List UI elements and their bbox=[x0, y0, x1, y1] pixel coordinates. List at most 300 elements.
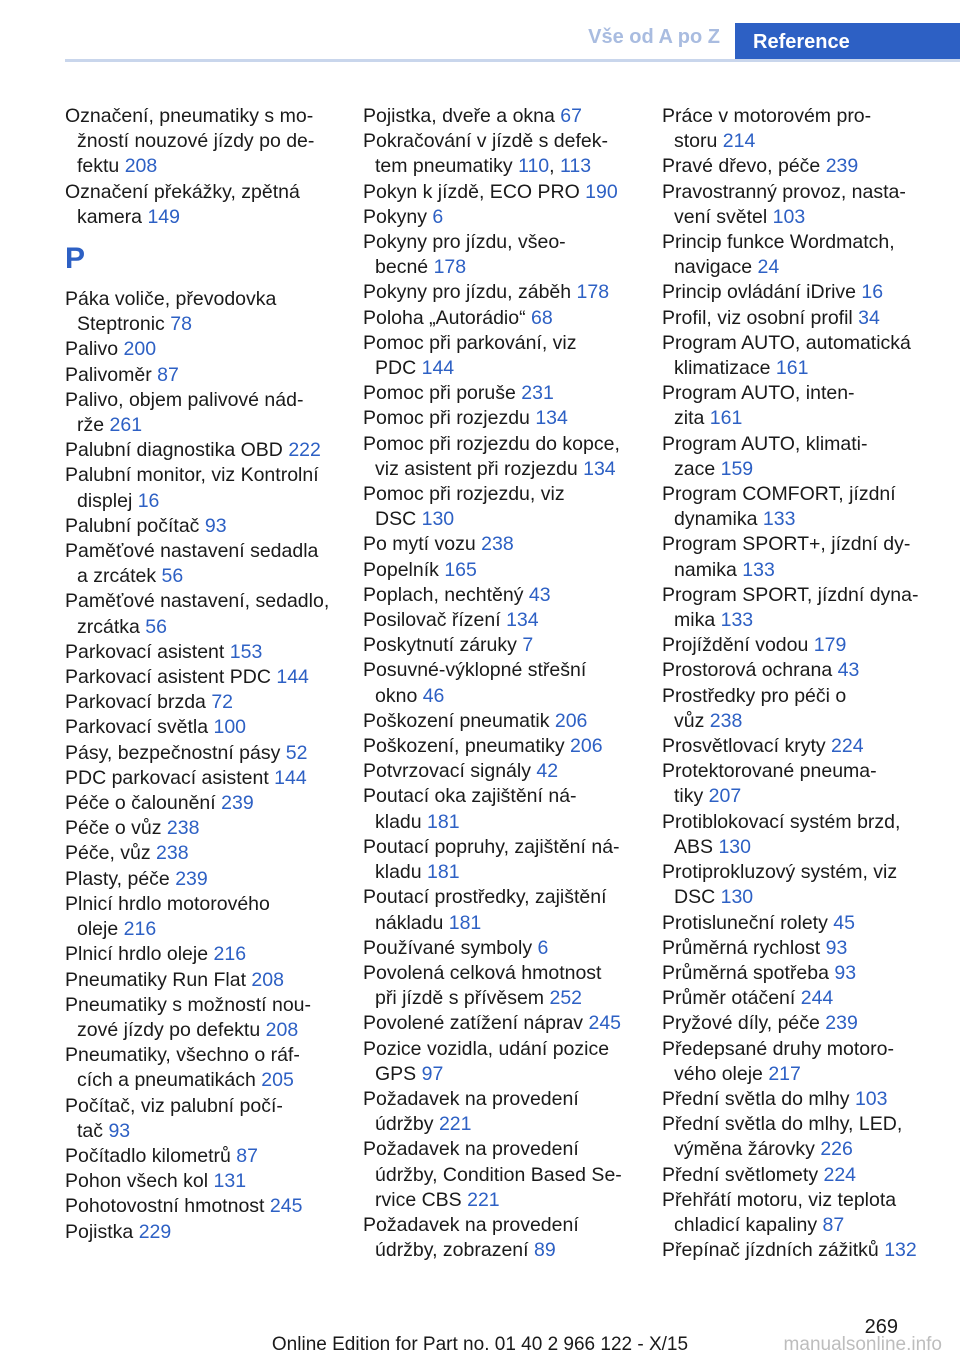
entry-text: Pokračování v jízdě s defek- bbox=[363, 130, 608, 153]
entry-text: zrcátka bbox=[77, 615, 146, 638]
entry-text: Protisluneční rolety bbox=[662, 911, 834, 934]
entry-text: Průměrná spotřeba bbox=[662, 961, 835, 984]
entry-text: Označení, pneumatiky s mo- bbox=[65, 105, 314, 127]
entry-text: Protiprokluzový systém, viz bbox=[662, 861, 898, 884]
entry-text: ABS bbox=[674, 835, 719, 858]
index-column-2 bbox=[363, 104, 633, 1263]
entry-text: Protiblokovací systém brzd, bbox=[662, 810, 901, 833]
index-entry bbox=[65, 892, 335, 942]
entry-text: Pokyn k jízdě, ECO PRO bbox=[363, 180, 586, 203]
entry-text: Přední světla do mlhy, LED, bbox=[662, 1113, 903, 1136]
index-entry bbox=[363, 406, 633, 431]
page-link[interactable]: 103 bbox=[772, 205, 806, 228]
page-link[interactable]: 93 bbox=[825, 936, 848, 959]
page-link[interactable]: 208 bbox=[124, 155, 158, 178]
entry-text: Poskytnutí záruky bbox=[363, 634, 523, 657]
entry-text: PDC bbox=[375, 357, 422, 380]
entry-text: klimatizace bbox=[674, 357, 776, 380]
page-link[interactable]: 206 bbox=[554, 709, 588, 732]
index-entry bbox=[662, 1087, 932, 1112]
page-link[interactable]: 46 bbox=[422, 684, 445, 707]
index-entry bbox=[662, 911, 932, 936]
entry-text: Povolené zatížení náprav bbox=[363, 1012, 589, 1035]
entry-text: Přední světla do mlhy bbox=[662, 1087, 855, 1110]
page-link[interactable]: 87 bbox=[822, 1213, 845, 1236]
entry-text: okno bbox=[375, 684, 423, 707]
entry-text: Páka voliče, převodovka bbox=[65, 288, 277, 311]
entry-text: Pravostranný provoz, nasta- bbox=[662, 180, 906, 203]
entry-text: namika bbox=[674, 558, 743, 581]
page-link[interactable]: 165 bbox=[444, 558, 477, 581]
index-entry bbox=[65, 968, 335, 993]
entry-text: kladu bbox=[375, 861, 428, 884]
page-link[interactable]: 205 bbox=[261, 1069, 294, 1092]
page-link[interactable]: 217 bbox=[768, 1062, 801, 1085]
entry-text: becné bbox=[375, 256, 434, 279]
entry-text: Poškození, pneumatiky bbox=[363, 735, 571, 758]
entry-text: Program AUTO, automatická bbox=[662, 331, 911, 354]
index-entry bbox=[662, 633, 932, 658]
index-entry bbox=[65, 841, 335, 866]
index-entry bbox=[662, 986, 932, 1011]
index-entry bbox=[65, 715, 335, 740]
page-link[interactable]: 56 bbox=[161, 565, 184, 588]
entry-text: údržby bbox=[375, 1113, 439, 1136]
index-entry bbox=[363, 1011, 633, 1036]
entry-text: Pojistka, dveře a okna bbox=[363, 105, 561, 127]
page-link[interactable]: 190 bbox=[585, 180, 618, 203]
entry-text: dynamika bbox=[674, 508, 763, 531]
page-link[interactable]: 239 bbox=[825, 1012, 858, 1035]
page-link[interactable]: 133 bbox=[762, 508, 796, 531]
index-entry bbox=[363, 709, 633, 734]
entry-text: zita bbox=[674, 407, 710, 430]
page-link[interactable]: 181 bbox=[427, 810, 460, 833]
index-entry bbox=[65, 463, 335, 513]
index-entry bbox=[662, 381, 932, 431]
index-entry bbox=[662, 961, 932, 986]
index-entry bbox=[65, 766, 335, 791]
index-entry bbox=[65, 1194, 335, 1219]
page-link[interactable]: 206 bbox=[570, 735, 603, 758]
entry-text: vůz bbox=[674, 709, 710, 732]
index-entry bbox=[662, 1037, 932, 1087]
index-entry bbox=[662, 684, 932, 734]
index-entry bbox=[363, 835, 633, 885]
index-entry bbox=[65, 1144, 335, 1169]
entry-text: cích a pneumatikách bbox=[77, 1069, 262, 1092]
entry-text: Poutací oka zajištění ná- bbox=[363, 785, 577, 808]
index-entry bbox=[363, 1213, 633, 1263]
index-entry bbox=[662, 1163, 932, 1188]
page-link[interactable]: 16 bbox=[137, 489, 160, 512]
entry-text: Pojistka bbox=[65, 1220, 139, 1243]
page-header bbox=[0, 0, 960, 62]
page-link[interactable]: 208 bbox=[265, 1018, 299, 1041]
page-link[interactable]: 130 bbox=[720, 886, 754, 909]
page-link[interactable]: 6 bbox=[537, 936, 549, 959]
index-entry: Pokračování v jízdě s defek- tem pneumatiky 110, 113 bbox=[363, 130, 608, 178]
page-link[interactable]: 239 bbox=[825, 155, 859, 178]
index-entry bbox=[65, 104, 335, 180]
index-entry bbox=[363, 532, 633, 557]
entry-text: Pokyny pro jízdu, všeo- bbox=[363, 231, 566, 254]
index-entry bbox=[662, 230, 932, 280]
entry-text: Po mytí vozu bbox=[363, 533, 482, 556]
index-entry bbox=[65, 791, 335, 816]
entry-text: Pomoc při rozjezdu bbox=[363, 407, 536, 430]
index-entry bbox=[363, 180, 633, 205]
index-entry bbox=[662, 280, 932, 305]
entry-text: Přepínač jízdních zážitků bbox=[662, 1239, 885, 1262]
entry-text: Pneumatiky s možností nou- bbox=[65, 993, 312, 1016]
edition-note: Online Edition for Part no. 01 40 2 966 122 - X/15 bbox=[271, 1334, 689, 1355]
page-link[interactable]: 24 bbox=[757, 256, 780, 279]
page-link[interactable]: 16 bbox=[861, 281, 884, 304]
index-entry bbox=[662, 658, 932, 683]
page-link[interactable]: 179 bbox=[813, 634, 847, 657]
page-link[interactable]: 239 bbox=[175, 867, 208, 890]
index-entry bbox=[65, 287, 335, 337]
index-entry bbox=[662, 734, 932, 759]
entry-text: Paměťové nastavení, sedadlo, bbox=[65, 590, 330, 613]
page-link[interactable]: 207 bbox=[708, 785, 742, 808]
entry-text: oleje bbox=[77, 918, 124, 941]
entry-text: Požadavek na provedení bbox=[363, 1213, 579, 1236]
page-link[interactable]: 153 bbox=[229, 640, 263, 663]
page-link[interactable]: 221 bbox=[438, 1113, 472, 1136]
index-entry bbox=[363, 961, 633, 1011]
entry-text: Práce v motorovém pro- bbox=[662, 105, 872, 127]
page-link[interactable]: 244 bbox=[800, 987, 834, 1010]
page-link[interactable]: 144 bbox=[274, 766, 307, 789]
index-entry bbox=[65, 993, 335, 1043]
page-link[interactable]: 131 bbox=[213, 1170, 247, 1193]
page-link[interactable]: 159 bbox=[720, 457, 754, 480]
page-link[interactable]: 181 bbox=[427, 861, 460, 884]
index-entry bbox=[363, 331, 633, 381]
page-link[interactable]: 181 bbox=[448, 911, 482, 934]
entry-text: Pneumatiky Run Flat bbox=[65, 968, 252, 991]
page-link[interactable]: 93 bbox=[108, 1119, 131, 1142]
entry-text: Program AUTO, klimati- bbox=[662, 432, 868, 455]
page-link[interactable]: 93 bbox=[834, 961, 857, 984]
entry-text: a zrcátek bbox=[77, 565, 162, 588]
page-link[interactable]: 78 bbox=[170, 313, 192, 336]
entry-text: viz asistent při rozjezdu bbox=[375, 457, 584, 480]
index-entry bbox=[662, 104, 932, 154]
page-link[interactable]: 231 bbox=[521, 382, 554, 405]
entry-text: tem pneumatiky bbox=[375, 155, 519, 178]
page-link[interactable]: 132 bbox=[884, 1239, 917, 1262]
index-entry bbox=[363, 734, 633, 759]
page-link[interactable]: 113 bbox=[560, 155, 592, 178]
header-rule bbox=[65, 59, 960, 62]
index-entry bbox=[363, 936, 633, 961]
index-entry bbox=[662, 1238, 932, 1263]
page-link[interactable]: 43 bbox=[837, 659, 860, 682]
entry-text: Profil, viz osobní profil bbox=[662, 306, 859, 329]
page-link[interactable]: 87 bbox=[236, 1144, 258, 1167]
page-link[interactable]: 130 bbox=[718, 835, 751, 858]
page-link[interactable]: 89 bbox=[533, 1239, 556, 1262]
page-link[interactable]: 133 bbox=[720, 609, 754, 632]
entry-text: PDC parkovací asistent bbox=[65, 766, 275, 789]
index-entry bbox=[662, 1011, 932, 1036]
entry-text: Steptronic bbox=[77, 313, 171, 336]
entry-text: Program SPORT+, jízdní dy- bbox=[662, 533, 911, 556]
entry-text: Palivo bbox=[65, 338, 124, 361]
page-link[interactable]: 245 bbox=[588, 1012, 622, 1035]
index-column-1 bbox=[65, 104, 335, 1245]
index-entry bbox=[363, 583, 633, 608]
index-entry bbox=[363, 432, 633, 482]
page-link[interactable]: 110 bbox=[518, 155, 550, 178]
index-entry bbox=[363, 1087, 633, 1137]
index-entry bbox=[662, 759, 932, 809]
entry-text: Projíždění vodou bbox=[662, 634, 814, 657]
entry-text: Protektorované pneuma- bbox=[662, 760, 877, 783]
page-link[interactable]: 238 bbox=[156, 842, 189, 865]
entry-text: Přehřátí motoru, viz teplota bbox=[662, 1188, 897, 1211]
page-link[interactable]: 200 bbox=[123, 338, 157, 361]
index-entry bbox=[363, 280, 633, 305]
entry-text: Posuvné-výklopné střešní bbox=[363, 659, 587, 682]
entry-text: Paměťové nastavení sedadla bbox=[65, 540, 319, 563]
entry-text: Princip ovládání iDrive bbox=[662, 281, 862, 304]
page-link[interactable]: 144 bbox=[421, 357, 455, 380]
index-entry bbox=[662, 1188, 932, 1238]
index-entry bbox=[65, 363, 335, 388]
page-link[interactable]: 72 bbox=[211, 691, 234, 714]
entry-text: DSC bbox=[674, 886, 721, 909]
page-link[interactable]: 130 bbox=[421, 508, 455, 531]
entry-text: Pásy, bezpečnostní pásy bbox=[65, 741, 286, 764]
page-link[interactable]: 56 bbox=[145, 615, 167, 638]
page-link[interactable]: 103 bbox=[854, 1087, 888, 1110]
entry-text: navigace bbox=[674, 256, 758, 279]
page-link[interactable]: 52 bbox=[285, 741, 308, 764]
page-link[interactable]: 134 bbox=[583, 457, 616, 480]
entry-text: Palubní monitor, viz Kontrolní bbox=[65, 464, 319, 487]
index-entry bbox=[662, 482, 932, 532]
page-link[interactable]: 208 bbox=[251, 968, 284, 991]
entry-text: zace bbox=[674, 457, 721, 480]
entry-text: Pneumatiky, všechno o ráf- bbox=[65, 1044, 300, 1067]
page-link[interactable]: 216 bbox=[123, 918, 157, 941]
chapter-tab[interactable]: Reference bbox=[735, 23, 960, 62]
entry-text: Parkovací brzda bbox=[65, 691, 212, 714]
entry-text: výměna žárovky bbox=[674, 1138, 821, 1161]
page-link[interactable]: 224 bbox=[823, 1163, 857, 1186]
entry-text: rže bbox=[77, 414, 110, 437]
entry-text: rvice CBS bbox=[375, 1188, 468, 1211]
index-entry bbox=[662, 331, 932, 381]
entry-text: Plnicí hrdlo oleje bbox=[65, 943, 214, 966]
entry-text: Plasty, péče bbox=[65, 867, 176, 890]
page-link[interactable]: 6 bbox=[432, 205, 444, 228]
page-link[interactable]: 67 bbox=[560, 105, 582, 127]
entry-text: Poutací prostředky, zajištění bbox=[363, 886, 607, 909]
page-link[interactable]: 178 bbox=[433, 256, 467, 279]
page-link[interactable]: 42 bbox=[536, 760, 559, 783]
entry-text: kladu bbox=[375, 810, 428, 833]
index-entry bbox=[65, 741, 335, 766]
index-entry bbox=[65, 816, 335, 841]
index-entry bbox=[65, 1043, 335, 1093]
entry-text: zové jízdy po defektu bbox=[77, 1018, 266, 1041]
entry-text: vého oleje bbox=[674, 1062, 769, 1085]
entry-text: žností nouzové jízdy po de- bbox=[77, 130, 315, 153]
page-link[interactable]: 238 bbox=[481, 533, 514, 556]
entry-text: Požadavek na provedení bbox=[363, 1087, 579, 1110]
entry-text: Požadavek na provedení bbox=[363, 1138, 579, 1161]
index-entry bbox=[363, 230, 633, 280]
entry-text: tiky bbox=[674, 785, 709, 808]
page-link[interactable]: 161 bbox=[775, 357, 809, 380]
page-link[interactable]: 222 bbox=[288, 439, 321, 462]
page-link[interactable]: 7 bbox=[522, 634, 534, 657]
entry-text: Palivo, objem palivové nád- bbox=[65, 388, 304, 411]
entry-text: storu bbox=[674, 130, 723, 153]
page-link[interactable]: 134 bbox=[506, 609, 539, 632]
page-link[interactable]: 43 bbox=[528, 583, 551, 606]
page-link[interactable]: 229 bbox=[138, 1220, 172, 1243]
entry-text: DSC bbox=[375, 508, 422, 531]
index-entry bbox=[65, 180, 335, 230]
entry-text: Poplach, nechtěný bbox=[363, 583, 529, 606]
entry-text: Parkovací asistent PDC bbox=[65, 666, 277, 689]
index-entry bbox=[662, 306, 932, 331]
page-link[interactable]: 216 bbox=[213, 943, 247, 966]
index-entry bbox=[363, 381, 633, 406]
index-entry bbox=[662, 936, 932, 961]
page-link[interactable]: 238 bbox=[709, 709, 743, 732]
entry-text: kamera bbox=[77, 205, 148, 228]
page-link[interactable]: 100 bbox=[213, 716, 247, 739]
entry-text: mika bbox=[674, 609, 721, 632]
index-entry bbox=[363, 633, 633, 658]
entry-text: Program AUTO, inten- bbox=[662, 382, 855, 405]
entry-text: GPS bbox=[375, 1062, 422, 1085]
section-title: Vše od A po Z bbox=[588, 26, 720, 48]
page-link[interactable]: 133 bbox=[742, 558, 775, 581]
entry-text: Pomoc při rozjezdu, viz bbox=[363, 483, 565, 506]
index-entry bbox=[65, 690, 335, 715]
index-entry bbox=[662, 1112, 932, 1162]
page-link[interactable]: 144 bbox=[276, 666, 309, 689]
index-entry bbox=[363, 1137, 633, 1213]
page-link[interactable]: 97 bbox=[421, 1062, 444, 1085]
entry-text: Poškození pneumatik bbox=[363, 709, 555, 732]
page-link[interactable]: 214 bbox=[722, 130, 756, 153]
index-entry bbox=[662, 180, 932, 230]
page-link[interactable]: 178 bbox=[576, 281, 610, 304]
page-link[interactable]: 238 bbox=[166, 817, 200, 840]
page-link[interactable]: 239 bbox=[221, 792, 254, 815]
page-link[interactable]: 261 bbox=[109, 414, 143, 437]
index-entry bbox=[65, 640, 335, 665]
entry-text: Pomoc při poruše bbox=[363, 382, 522, 405]
index-entry bbox=[662, 860, 932, 910]
index-entry bbox=[65, 388, 335, 438]
entry-text: Pravé dřevo, péče bbox=[662, 155, 826, 178]
entry-text: Prostorová ochrana bbox=[662, 659, 838, 682]
entry-text: Péče o čalounění bbox=[65, 792, 222, 815]
entry-text: Pokyny pro jízdu, záběh bbox=[363, 281, 577, 304]
index-entry bbox=[363, 658, 633, 708]
entry-text: Program SPORT, jízdní dyna- bbox=[662, 583, 919, 606]
entry-text: Používané symboly bbox=[363, 936, 538, 959]
entry-text: Průměrná rychlost bbox=[662, 936, 826, 959]
page-link[interactable]: 68 bbox=[531, 306, 553, 329]
entry-text: Princip funkce Wordmatch, bbox=[662, 231, 895, 254]
page-link[interactable]: 161 bbox=[709, 407, 743, 430]
entry-text: Povolená celková hmotnost bbox=[363, 961, 602, 984]
page-link[interactable]: 224 bbox=[831, 735, 864, 758]
index-letter-heading: P bbox=[65, 242, 86, 276]
index-column-3 bbox=[662, 104, 932, 1263]
entry-text: Potvrzovací signály bbox=[363, 760, 537, 783]
page-link[interactable]: 93 bbox=[204, 514, 227, 537]
entry-text: Pomoc při parkování, viz bbox=[363, 331, 577, 354]
page-link[interactable]: 149 bbox=[147, 205, 180, 228]
index-entry bbox=[662, 154, 932, 179]
entry-text: Průměr otáčení bbox=[662, 987, 801, 1010]
entry-text: Pozice vozidla, udání pozice bbox=[363, 1037, 610, 1060]
entry-text: fektu bbox=[77, 155, 125, 178]
entry-text: Péče o vůz bbox=[65, 817, 167, 840]
entry-text: Počítač, viz palubní počí- bbox=[65, 1094, 283, 1117]
page-link[interactable]: 87 bbox=[157, 363, 179, 386]
index-entry bbox=[363, 784, 633, 834]
entry-text: Plnicí hrdlo motorového bbox=[65, 892, 270, 915]
index-entry bbox=[65, 867, 335, 892]
entry-text: Přední světlomety bbox=[662, 1163, 824, 1186]
index-entry bbox=[363, 885, 633, 935]
index-entry bbox=[65, 438, 335, 463]
entry-text: Pryžové díly, péče bbox=[662, 1012, 826, 1035]
page-link[interactable]: 252 bbox=[549, 987, 583, 1010]
entry-text: údržby, zobrazení bbox=[375, 1239, 534, 1262]
entry-text: Péče, vůz bbox=[65, 842, 157, 865]
index-entry bbox=[65, 539, 335, 589]
index-entry bbox=[65, 337, 335, 362]
entry-text: Program COMFORT, jízdní bbox=[662, 483, 896, 506]
entry-text: Poutací popruhy, zajištění ná- bbox=[363, 835, 620, 858]
watermark: manualsonline.info bbox=[783, 1334, 942, 1355]
entry-text: Pohotovostní hmotnost bbox=[65, 1195, 270, 1218]
page-link[interactable]: 134 bbox=[535, 407, 568, 430]
entry-text: Prosvětlovací kryty bbox=[662, 735, 832, 758]
page-number: 269 bbox=[864, 1316, 898, 1338]
index-entry bbox=[65, 1094, 335, 1144]
page-link[interactable]: 245 bbox=[269, 1195, 303, 1218]
page-link[interactable]: 45 bbox=[833, 911, 855, 934]
page-link[interactable]: 226 bbox=[820, 1138, 853, 1161]
index-entry bbox=[662, 532, 932, 582]
page-link[interactable]: 34 bbox=[858, 306, 880, 329]
index-entry bbox=[363, 558, 633, 583]
entry-text: vení světel bbox=[674, 205, 773, 228]
entry-text: Pohon všech kol bbox=[65, 1170, 214, 1193]
index-entry bbox=[363, 104, 633, 129]
index-entry bbox=[65, 514, 335, 539]
entry-text: Palubní diagnostika OBD bbox=[65, 439, 289, 462]
entry-text: Předepsané druhy motoro- bbox=[662, 1037, 894, 1060]
page-link[interactable]: 221 bbox=[467, 1188, 500, 1211]
entry-text: Pokyny bbox=[363, 205, 433, 228]
